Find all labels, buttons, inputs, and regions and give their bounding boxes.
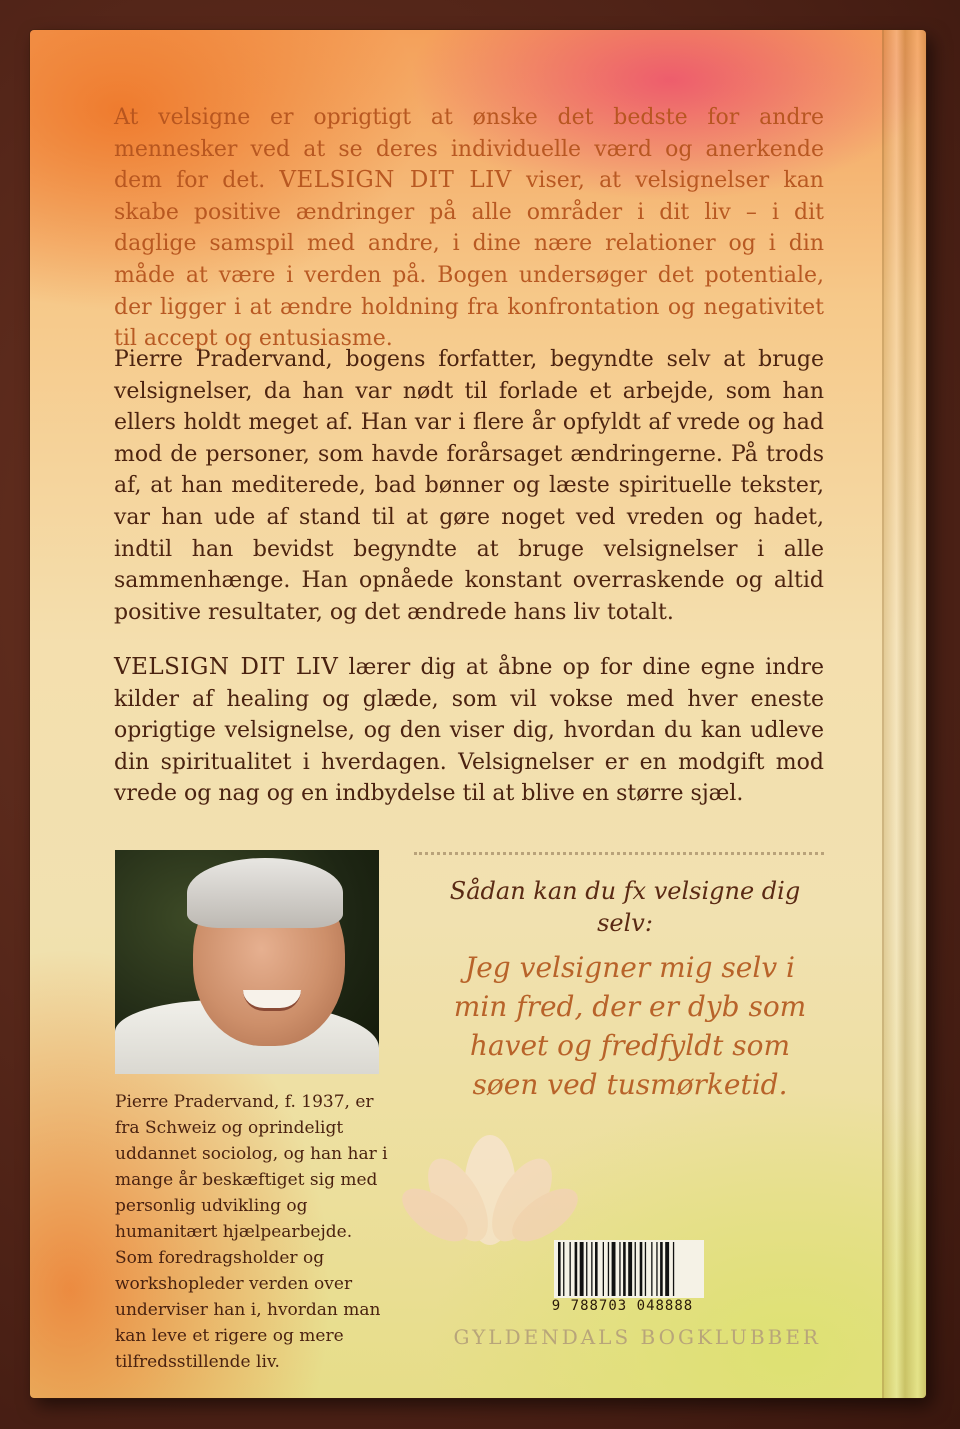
dotted-divider xyxy=(414,852,824,855)
blurb-p1-start: At velsigne er oprigtigt at ønske det bedste for andre mennesker ved at se deres individuelle værd og anerkende dem for det. xyxy=(114,105,824,194)
book-spine xyxy=(884,30,926,1398)
quote-verse: Jeg velsigner mig selv i min fred, der er dyb som havet og fredfyldt som søen ved tusmørketid. xyxy=(453,951,807,1101)
author-photo xyxy=(115,850,379,1074)
blurb-paragraph-2: Pierre Pradervand, bogens forfatter, begyndte selv at bruge velsignelser, da han var nødt til forlade et arbejde, som han ellers holdt meget af. Han var i flere år opfyldt af vrede og had mod de personer, som havde forårsaget ændringerne. På trods af, at han mediterede, bad bønner og læste spirituelle tekster, var han ude af stand til at gøre noget ved vreden og hadet, indtil han bevidst begyndte at bruge velsignelser i alle sammenhænge. Han opnåede konstant overraskende og altid positive resultater, og det ændrede hans liv totalt. xyxy=(114,347,824,625)
quote-intro: Sådan kan du fx velsigne dig selv: xyxy=(449,877,801,937)
blurb-p1-end: viser, at velsignelser kan skabe positive ændringer på alle områder i dit liv – i dit daglige samspil med andre, i dine nære relationer og i din måde at være i verden på. Bogen undersøger det potentiale, der ligger i at ændre holdning fra konfrontation og negativitet til accept og entusiasme. xyxy=(114,168,824,352)
author-hair xyxy=(187,858,343,928)
isbn-number: 9 788703 048888 xyxy=(551,1298,694,1314)
lotus-flower-icon xyxy=(390,1110,590,1250)
book-back-cover xyxy=(30,30,926,1398)
book-title-inline: VELSIGN DIT LIV xyxy=(279,167,512,194)
blurb-paragraph-1 xyxy=(114,102,824,355)
publisher-name: GYLDENDALS BOGKLUBBER xyxy=(453,1325,821,1349)
barcode xyxy=(554,1240,704,1298)
blurb-paragraph-3 xyxy=(114,652,824,810)
book-title-inline: VELSIGN DIT LIV xyxy=(114,654,339,680)
blurb-p3-end: lærer dig at åbne op for dine egne indre kilder af healing og glæde, som vil vokse med hver eneste oprigtige velsignelse, og den viser dig, hvordan du kan udleve din spiritualitet i hverdagen. Velsignelser er en modgift mod vrede og nag og en indbydelse til at blive en større sjæl. xyxy=(114,655,824,807)
author-bio: Pierre Pradervand, f. 1937, er fra Schweiz og oprindeligt uddannet sociolog, og han har i mange år beskæftiget sig med personlig udvikling og humanitært hjælpearbejde. Som foredragsholder og workshopleder verden over underviser han i, hvordan man kan leve et rigere og mere tilfredsstillende liv. xyxy=(115,1092,388,1372)
